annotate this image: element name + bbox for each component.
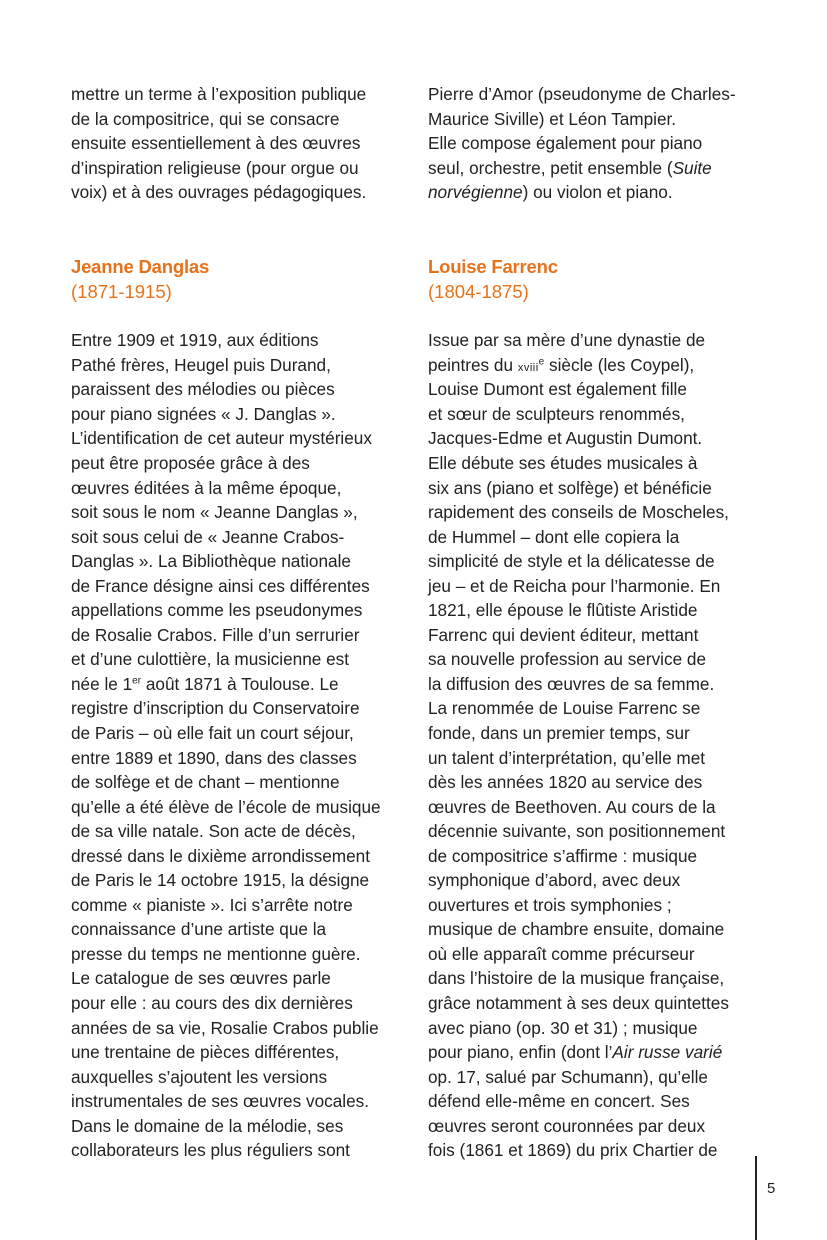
paragraph-line: dès les années 1820 au service des xyxy=(428,772,703,793)
paragraph-line: registre d’inscription du Conservatoire xyxy=(71,698,360,719)
century-line-text-end: siècle (les Coypel), xyxy=(544,354,695,375)
paragraph-line-air-russe xyxy=(428,1040,760,1065)
paragraph-line: soit sous le nom « Jeanne Danglas », xyxy=(71,502,358,523)
jeanne-danglas-paragraph-b xyxy=(71,696,403,1162)
louise-farrenc-paragraph-a xyxy=(428,377,760,1040)
left-column xyxy=(71,82,403,1163)
paragraph-line: appellations comme les pseudonymes xyxy=(71,600,363,621)
paragraph-line: Dans le domaine de la mélodie, ses xyxy=(71,1115,344,1136)
paragraph-line: ouvertures et trois symphonies ; xyxy=(428,894,672,915)
paragraph-line: voix) et à des ouvrages pédagogiques. xyxy=(71,182,367,203)
birth-line-text: née le 1 xyxy=(71,673,133,694)
paragraph-line: peut être proposée grâce à des xyxy=(71,452,310,473)
paragraph-line: rapidement des conseils de Moscheles, xyxy=(428,502,729,523)
paragraph-line-dynastie: Issue par sa mère d’une dynastie de xyxy=(428,330,706,351)
paragraph-line: pour piano signées « J. Danglas ». xyxy=(71,403,336,424)
paragraph-line: de Rosalie Crabos. Fille d’un serrurier xyxy=(71,624,360,645)
paragraph-line: entre 1889 et 1890, dans des classes xyxy=(71,747,357,768)
paragraph-line: fonde, dans un premier temps, sur xyxy=(428,722,690,743)
paragraph-line: de France désigne ainsi ces différentes xyxy=(71,575,370,596)
paragraph-line: connaissance d’une artiste que la xyxy=(71,919,327,940)
paragraph-line: où elle apparaît comme précurseur xyxy=(428,943,695,964)
century-line-text: peintres du xyxy=(428,354,518,375)
paragraph-line: comme « pianiste ». Ici s’arrête notre xyxy=(71,894,353,915)
paragraph-line: musique de chambre ensuite, domaine xyxy=(428,919,725,940)
paragraph-line: décennie suivante, son positionnement xyxy=(428,821,726,842)
paragraph-line: presse du temps ne mentionne guère. xyxy=(71,943,361,964)
paragraph-line: années de sa vie, Rosalie Crabos publie xyxy=(71,1017,379,1038)
paragraph-line: Jacques-Edme et Augustin Dumont. xyxy=(428,428,703,449)
paragraph-line: collaborateurs les plus réguliers sont xyxy=(71,1140,350,1161)
paragraph-line: Le catalogue de ses œuvres parle xyxy=(71,968,331,989)
paragraph-line: Danglas ». La Bibliothèque nationale xyxy=(71,551,351,572)
paragraph-line: et sœur de sculpteurs renommés, xyxy=(428,403,685,424)
paragraph-line: La renommée de Louise Farrenc se xyxy=(428,698,701,719)
paragraph-line: sa nouvelle profession au service de xyxy=(428,649,707,670)
paragraph-line: Louise Dumont est également fille xyxy=(428,379,687,400)
ordinal-superscript: er xyxy=(132,675,142,687)
century-roman-numeral: xviii xyxy=(517,361,539,374)
paragraph-line: d’inspiration religieuse (pour orgue ou xyxy=(71,157,359,178)
paragraph-line: Maurice Siville) et Léon Tampier. xyxy=(428,108,677,129)
jeanne-danglas-paragraph-a xyxy=(71,328,403,672)
paragraph-line: qu’elle a été élève de l’école de musique xyxy=(71,796,381,817)
suite-title-italic: Suite xyxy=(672,157,712,178)
page-number: 5 xyxy=(767,1180,776,1197)
paragraph-line: de Paris – où elle fait un court séjour, xyxy=(71,722,354,743)
paragraph-line: œuvres seront couronnées par deux xyxy=(428,1115,706,1136)
paragraph-line: la diffusion des œuvres de sa femme. xyxy=(428,673,715,694)
paragraph-line: œuvres de Beethoven. Au cours de la xyxy=(428,796,716,817)
paragraph-line: dressé dans le dixième arrondissement xyxy=(71,845,371,866)
paragraph-line: mettre un terme à l’exposition publique xyxy=(71,84,367,104)
paragraph-line: Elle compose également pour piano xyxy=(428,133,703,154)
paragraph-line: de compositrice s’affirme : musique xyxy=(428,845,698,866)
paragraph-line-birth xyxy=(71,672,403,697)
paragraph-line: L’identification de cet auteur mystérieux xyxy=(71,428,372,449)
century-superscript: e xyxy=(538,356,545,368)
left-intro-paragraph xyxy=(71,82,403,205)
paragraph-line: un talent d’interprétation, qu’elle met xyxy=(428,747,706,768)
paragraph-line: défend elle-même en concert. Ses xyxy=(428,1091,690,1112)
norvegienne-title-italic: norvégienne xyxy=(428,182,523,203)
heading-louise-farrenc: Louise Farrenc xyxy=(428,255,558,277)
paragraph-line: dans l’histoire de la musique française, xyxy=(428,968,725,989)
paragraph-line: de la compositrice, qui se consacre xyxy=(71,108,340,129)
paragraph-line: auxquelles s’ajoutent les versions xyxy=(71,1066,328,1087)
paragraph-line: de sa ville natale. Son acte de décès, xyxy=(71,821,356,842)
paragraph-line: ensuite essentiellement à des œuvres xyxy=(71,133,361,154)
heading-jeanne-danglas-dates: (1871-1915) xyxy=(71,280,172,302)
paragraph-line: une trentaine de pièces différentes, xyxy=(71,1042,340,1063)
paragraph-line: fois (1861 et 1869) du prix Chartier de xyxy=(428,1140,718,1161)
heading-louise-farrenc-dates: (1804-1875) xyxy=(428,280,529,302)
paragraph-line: avec piano (op. 30 et 31) ; musique xyxy=(428,1017,698,1038)
paragraph-line: Farrenc qui devient éditeur, mettant xyxy=(428,624,699,645)
paragraph-line: pour elle : au cours des dix dernières xyxy=(71,993,353,1013)
paragraph-line: et d’une culottière, la musicienne est xyxy=(71,649,350,670)
page-number-rule xyxy=(755,1156,757,1240)
air-russe-title-italic: Air russe varié xyxy=(612,1042,723,1063)
paragraph-line-century xyxy=(428,353,760,378)
right-intro-paragraph xyxy=(428,82,760,156)
paragraph-line: op. 17, salué par Schumann), qu’elle xyxy=(428,1066,708,1087)
right-column xyxy=(428,82,760,1163)
paragraph-line: jeu – et de Reicha pour l’harmonie. En xyxy=(428,575,721,596)
paragraph-line: de solfège et de chant – mentionne xyxy=(71,772,340,793)
paragraph-line: paraissent des mélodies ou pièces xyxy=(71,379,335,400)
paragraph-line: de Paris le 14 octobre 1915, la désigne xyxy=(71,870,370,891)
air-line-text: pour piano, enfin (dont l’ xyxy=(428,1042,613,1063)
norvegienne-line-text: ) ou violon et piano. xyxy=(522,182,673,203)
paragraph-line: grâce notamment à ses deux quintettes xyxy=(428,993,729,1013)
paragraph-line: soit sous celui de « Jeanne Crabos- xyxy=(71,526,345,547)
suite-line-text: seul, orchestre, petit ensemble ( xyxy=(428,157,673,178)
heading-jeanne-danglas: Jeanne Danglas xyxy=(71,255,210,277)
birth-line-text-end: août 1871 à Toulouse. Le xyxy=(141,673,339,694)
paragraph-line: Entre 1909 et 1919, aux éditions xyxy=(71,330,319,351)
paragraph-line: six ans (piano et solfège) et bénéficie xyxy=(428,477,712,498)
paragraph-line: Pierre d’Amor (pseudonyme de Charles- xyxy=(428,84,736,104)
paragraph-line-norvegienne xyxy=(428,180,760,205)
paragraph-line: de Hummel – dont elle copiera la xyxy=(428,526,680,547)
paragraph-line: Pathé frères, Heugel puis Durand, xyxy=(71,354,331,375)
paragraph-line: symphonique d’abord, avec deux xyxy=(428,870,681,891)
louise-farrenc-paragraph-b xyxy=(428,1065,760,1163)
paragraph-line: 1821, elle épouse le flûtiste Aristide xyxy=(428,600,698,621)
paragraph-line: Elle débute ses études musicales à xyxy=(428,452,698,473)
paragraph-line-suite xyxy=(428,156,760,181)
paragraph-line: simplicité de style et la délicatesse de xyxy=(428,551,715,572)
paragraph-line: instrumentales de ses œuvres vocales. xyxy=(71,1091,370,1112)
paragraph-line: œuvres éditées à la même époque, xyxy=(71,477,342,498)
